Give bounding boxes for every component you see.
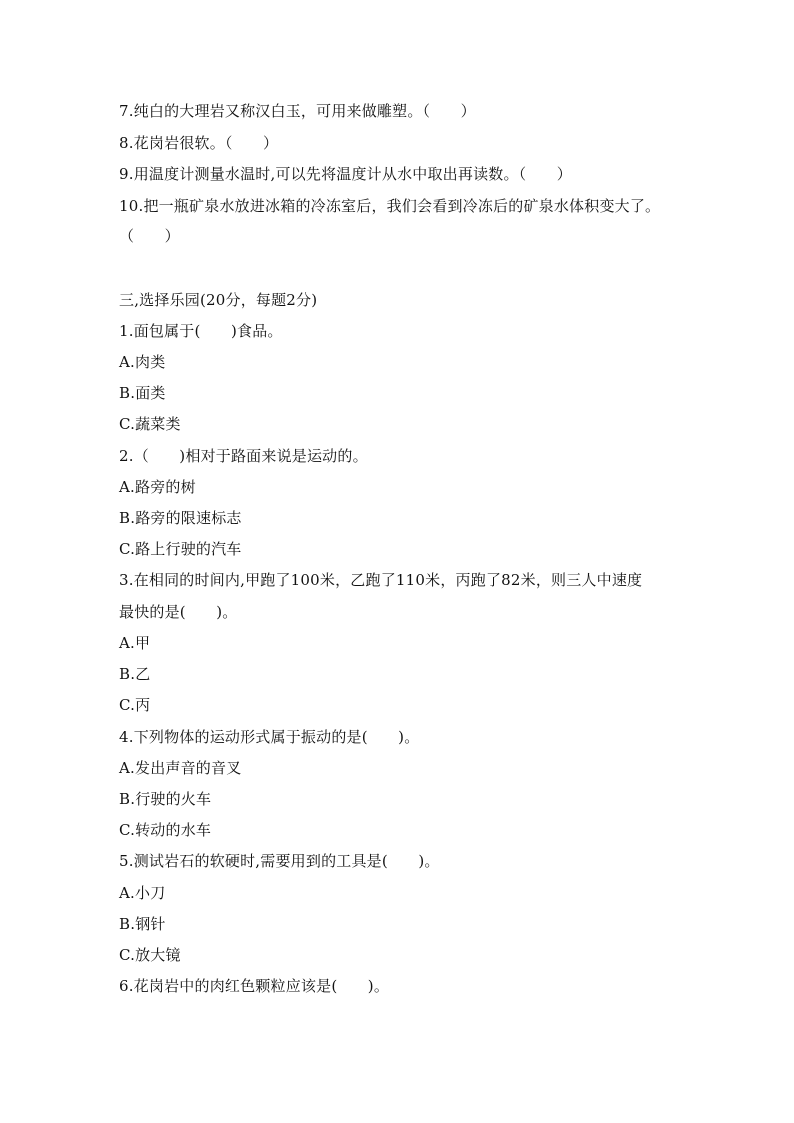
option-5a: A.小刀 [119,884,166,902]
option-5c: C.放大镜 [119,946,181,964]
section-heading: 三,选择乐园(20分，每题2分) [119,291,318,309]
option-3a: A.甲 [119,634,151,652]
question-4: 4.下列物体的运动形式属于振动的是( )。 [119,728,420,746]
option-2b: B.路旁的限速标志 [119,509,242,527]
option-5b: B.钢针 [119,915,166,933]
question-5: 5.测试岩石的软硬时,需要用到的工具是( )。 [119,852,440,870]
question-3: 3.在相同的时间内,甲跑了100米，乙跑了110米，丙跑了82米，则三人中速度 [119,571,643,589]
judge-question-8: 8.花岗岩很软。（ ） [119,134,279,152]
judge-question-10: 10.把一瓶矿泉水放进冰箱的冷冻室后，我们会看到冷冻后的矿泉水体积变大了。 [119,197,661,215]
judge-question-7: 7.纯白的大理岩又称汉白玉，可用来做雕塑。（ ） [119,102,476,120]
option-1c: C.蔬菜类 [119,415,181,433]
option-2c: C.路上行驶的汽车 [119,540,242,558]
option-3b: B.乙 [119,665,151,683]
option-4c: C.转动的水车 [119,821,212,839]
option-4b: B.行驶的火车 [119,790,212,808]
question-6: 6.花岗岩中的肉红色颗粒应该是( )。 [119,977,390,995]
option-2a: A.路旁的树 [119,478,196,496]
question-3-continued: 最快的是( )。 [119,603,238,621]
option-1b: B.面类 [119,384,166,402]
option-4a: A.发出声音的音叉 [119,759,242,777]
judge-question-9: 9.用温度计测量水温时,可以先将温度计从水中取出再读数。（ ） [119,165,572,183]
judge-question-10-answer-blank: （ ） [119,227,180,245]
option-1a: A.肉类 [119,353,166,371]
question-2: 2.（ )相对于路面来说是运动的。 [119,447,368,465]
question-1: 1.面包属于( )食品。 [119,322,283,340]
option-3c: C.丙 [119,696,151,714]
